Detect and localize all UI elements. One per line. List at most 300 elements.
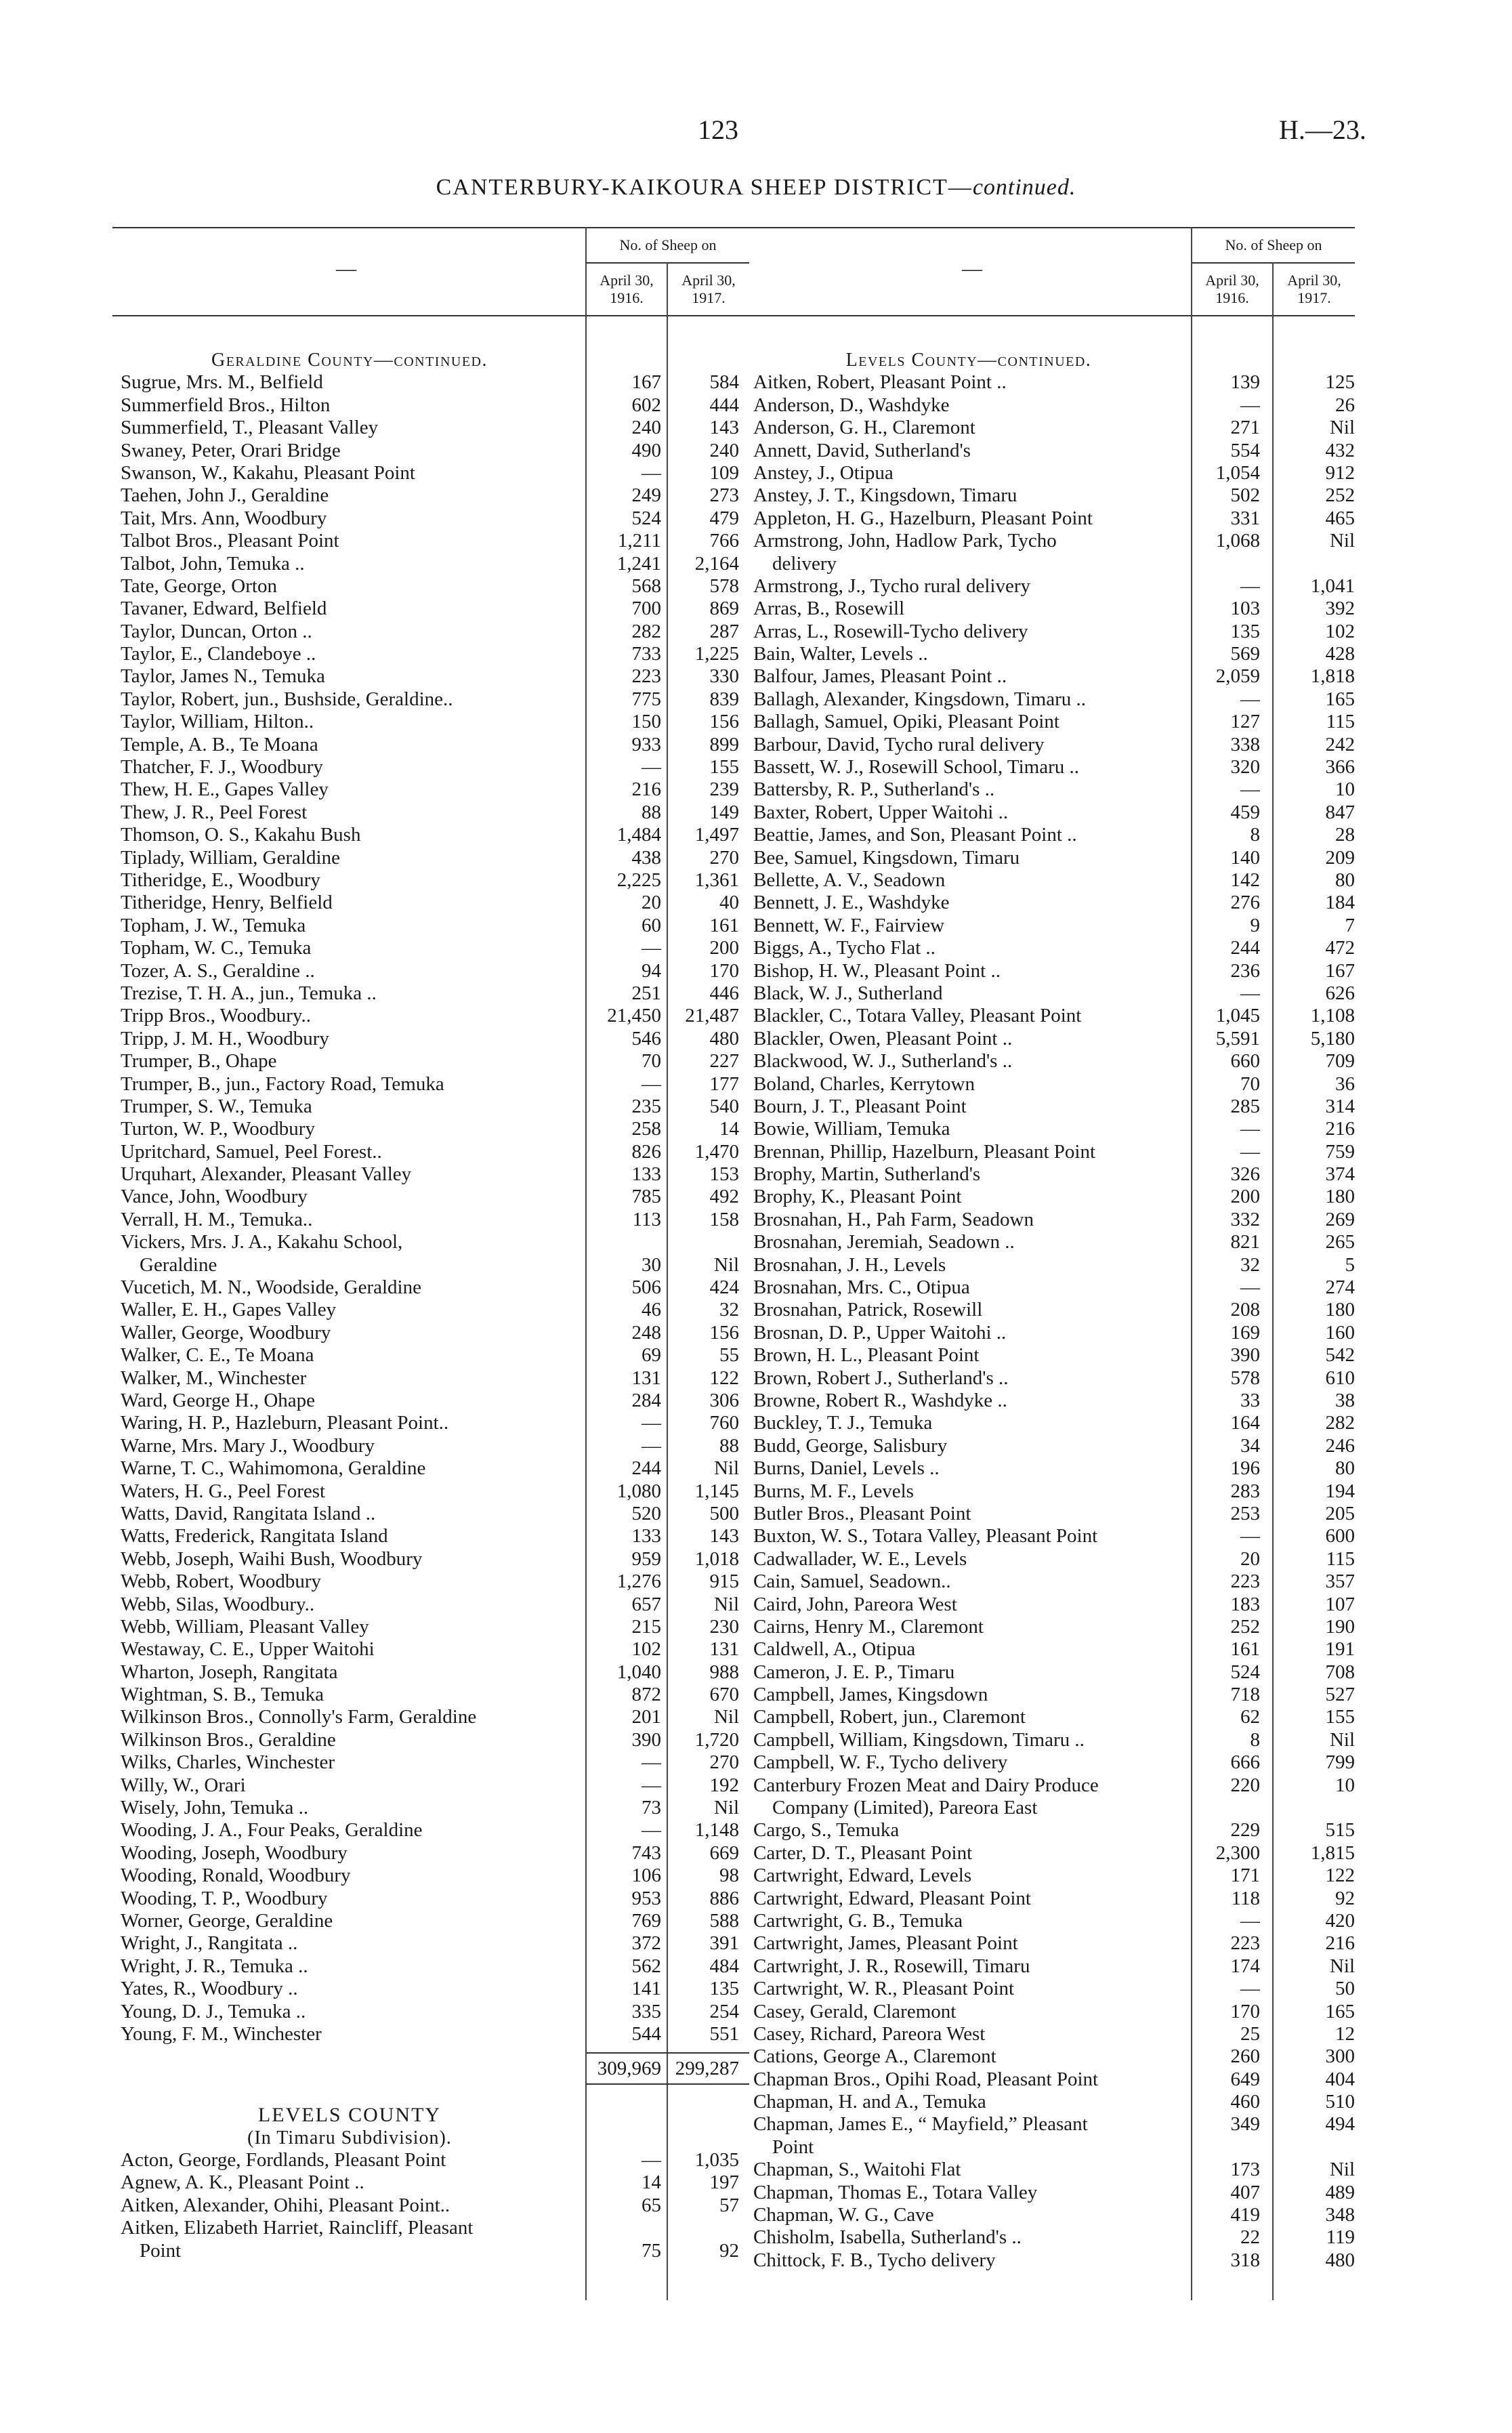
sheep-1917: 709 [1325, 1050, 1355, 1073]
table-row [112, 665, 749, 688]
table-row [745, 869, 1368, 892]
entry-name: Worner, George, Geraldine [121, 1909, 333, 1932]
table-row [112, 1118, 749, 1140]
entry-name: Ward, George H., Ohape [121, 1389, 316, 1411]
entry-name: Bee, Samuel, Kingsdown, Timaru [753, 846, 1020, 869]
table-row [112, 1276, 749, 1299]
sheep-1917: 197 [709, 2171, 739, 2194]
table-row [112, 394, 749, 417]
sheep-1916: 133 [631, 1163, 661, 1186]
sheep-1917: 1,145 [694, 1480, 739, 1502]
sheep-1917: 391 [709, 1932, 739, 1955]
sheep-1916: 872 [631, 1684, 661, 1706]
sheep-1917: 366 [1325, 756, 1355, 778]
table-row [112, 1390, 749, 1412]
entry-name: Black, W. J., Sutherland [753, 982, 943, 1004]
sheep-1917: 109 [709, 461, 739, 484]
sheep-1916: 70 [642, 1050, 661, 1073]
entry-name: Young, D. J., Temuka .. [121, 2000, 306, 2022]
sheep-1916: 657 [631, 1593, 661, 1615]
entry-name: Arras, L., Rosewill-Tycho delivery [753, 620, 1028, 642]
table-row [745, 1865, 1368, 1887]
table-row [745, 847, 1368, 869]
entry-name: Tavaner, Edward, Belfield [121, 598, 327, 620]
entry-name: Cameron, J. E. P., Timaru [753, 1661, 955, 1683]
sheep-1916: 252 [1230, 1615, 1260, 1638]
sheep-1917: 446 [709, 982, 739, 1004]
sheep-1917: 40 [719, 892, 739, 914]
sheep-1916: 562 [631, 1955, 661, 1977]
sheep-1917: 107 [1325, 1593, 1355, 1615]
sheep-1916: 438 [631, 846, 661, 869]
sheep-1916: 733 [631, 643, 661, 665]
entry-name: Titheridge, E., Woodbury [121, 869, 320, 891]
table-row [745, 1096, 1368, 1118]
table-row [745, 688, 1368, 711]
sheep-1916: 244 [631, 1457, 661, 1480]
table-row [745, 802, 1368, 824]
sheep-1917: 273 [709, 484, 739, 507]
sheep-1916: 88 [642, 801, 661, 823]
sheep-1917: 766 [709, 530, 739, 552]
sheep-1916: 544 [631, 2022, 661, 2045]
table-row [112, 371, 749, 394]
entry-name: Brosnan, D. P., Upper Waitohi .. [753, 1321, 1007, 1344]
entry-name: Armstrong, John, Hadlow Park, Tycho delivery [753, 530, 1057, 575]
table-row [112, 1751, 749, 1774]
total-1916: 309,969 [597, 2058, 661, 2080]
table-row [112, 2149, 749, 2171]
header-col-1917: April 30, 1917. [1287, 272, 1341, 306]
entry-name: Webb, Silas, Woodbury.. [121, 1593, 315, 1615]
entry-name: Browne, Robert R., Washdyke .. [753, 1389, 1007, 1411]
table-row [112, 2001, 749, 2023]
table-row [745, 1209, 1368, 1231]
table-row [112, 507, 749, 530]
entry-name: Swaney, Peter, Orari Bridge [121, 439, 341, 461]
sheep-1917: 92 [719, 2239, 739, 2262]
sheep-1916: 785 [631, 1186, 661, 1208]
sheep-1916: 171 [1230, 1865, 1260, 1887]
table-row [112, 484, 749, 507]
sheep-1916: 140 [1230, 846, 1260, 869]
entry-name: Walker, M., Winchester [121, 1367, 307, 1389]
sheep-1916: — [1240, 1276, 1260, 1299]
sheep-1917: 115 [1326, 711, 1355, 733]
entry-name: Blackwood, W. J., Sutherland's .. [753, 1050, 1013, 1073]
table-row [745, 1118, 1368, 1140]
header-dash: — [336, 257, 356, 280]
sheep-1917: 510 [1325, 2091, 1355, 2113]
entry-name: Buxton, W. S., Totara Valley, Pleasant Point [753, 1525, 1098, 1547]
table-row [112, 1797, 749, 1819]
table-row [745, 665, 1368, 688]
sheep-1916: 127 [1230, 711, 1260, 733]
table-row [745, 1774, 1368, 1797]
entry-name: Beattie, James, and Son, Pleasant Point .. [753, 824, 1077, 846]
sheep-1916: 223 [631, 665, 661, 688]
entry-name: Butler Bros., Pleasant Point [753, 1502, 971, 1524]
sheep-1916: — [642, 937, 661, 959]
entry-name: Cairns, Henry M., Claremont [753, 1615, 984, 1638]
entry-name: Burns, M. F., Levels [753, 1480, 914, 1502]
table-row [112, 915, 749, 937]
sheep-1917: 131 [709, 1638, 739, 1661]
sheep-1916: 118 [1231, 1887, 1260, 1909]
sheep-1917: 1,818 [1310, 665, 1355, 688]
table-row [112, 1186, 749, 1208]
sheep-1917: 135 [709, 1978, 739, 2000]
table-row [745, 1186, 1368, 1208]
sheep-1917: 480 [709, 1027, 739, 1049]
table-row [745, 1299, 1368, 1321]
sheep-1916: 700 [631, 598, 661, 620]
sheep-1917: 492 [709, 1186, 739, 1208]
table-row [112, 847, 749, 869]
sheep-1916: 69 [642, 1344, 661, 1367]
sheep-1916: 161 [1230, 1638, 1260, 1661]
sheep-1917: 98 [719, 1865, 739, 1887]
sheep-1916: — [642, 1412, 661, 1434]
sheep-1917: 122 [709, 1367, 739, 1389]
sheep-1917: 300 [1325, 2045, 1355, 2068]
table-row [745, 1254, 1368, 1276]
entry-name: Verrall, H. M., Temuka.. [121, 1208, 313, 1230]
entry-name: Brosnahan, Mrs. C., Otipua [753, 1276, 970, 1299]
entry-name: Anstey, J. T., Kingsdown, Timaru [753, 484, 1017, 507]
table-row [745, 711, 1368, 733]
sheep-1917: 191 [1325, 1638, 1355, 1661]
sheep-1917: 153 [709, 1163, 739, 1186]
sheep-1917: 156 [709, 711, 739, 733]
entry-name: Acton, George, Fordlands, Pleasant Point [121, 2149, 446, 2171]
sheep-1916: 46 [642, 1299, 661, 1321]
entry-name: Campbell, Robert, jun., Claremont [753, 1706, 1026, 1728]
sheep-1916: 372 [631, 1932, 661, 1955]
table-row [112, 530, 749, 552]
sheep-1917: 708 [1325, 1661, 1355, 1683]
sheep-1917: 357 [1325, 1571, 1355, 1593]
table-row [745, 1390, 1368, 1412]
sheep-1917: 484 [709, 1955, 739, 1977]
entry-name: Turton, W. P., Woodbury [121, 1118, 315, 1140]
sheep-1916: 220 [1230, 1774, 1260, 1796]
sheep-1916: 65 [642, 2194, 661, 2216]
table-row [745, 2068, 1368, 2091]
entry-name: Anderson, G. H., Claremont [753, 417, 975, 439]
table-row [745, 598, 1368, 620]
entry-name: Summerfield Bros., Hilton [121, 394, 331, 416]
header-group-label: No. of Sheep on [619, 236, 717, 253]
table-row [112, 1457, 749, 1480]
sheep-1916: 1,080 [616, 1480, 661, 1502]
sheep-1917: 480 [1325, 2249, 1355, 2271]
sheep-1916: 524 [631, 507, 661, 529]
sheep-1917: 988 [709, 1661, 739, 1683]
table-row [745, 1932, 1368, 1955]
sheep-1916: — [1240, 1978, 1260, 2000]
sheep-1916: 490 [631, 439, 661, 461]
sheep-1917: 1,041 [1310, 575, 1355, 597]
sheep-1917: 32 [719, 1299, 739, 1321]
sheep-1917: 180 [1325, 1186, 1355, 1208]
entry-name: Bellette, A. V., Seadown [753, 869, 946, 891]
table-row [112, 1819, 749, 1842]
table-row [745, 417, 1368, 439]
sheep-1916: 2,300 [1215, 1842, 1260, 1864]
sheep-1916: 73 [642, 1797, 661, 1819]
sheep-1917: 57 [719, 2194, 739, 2216]
sheep-1916: 131 [631, 1367, 661, 1389]
sheep-1916: 215 [631, 1615, 661, 1638]
sheep-1916: 959 [631, 1547, 661, 1570]
sheep-1916: 826 [631, 1140, 661, 1163]
table-row [745, 1661, 1368, 1684]
sheep-1916: 32 [1240, 1253, 1260, 1276]
sheep-1917: 190 [1325, 1615, 1355, 1638]
table-row [112, 1073, 749, 1096]
table-row [745, 1819, 1368, 1842]
sheep-1916: 285 [1230, 1095, 1260, 1117]
sheep-1917: 540 [709, 1095, 739, 1117]
entry-name: Blackler, C., Totara Valley, Pleasant Point [753, 1005, 1082, 1027]
entry-name: Thew, H. E., Gapes Valley [121, 778, 329, 801]
table-row [745, 1141, 1368, 1163]
entry-name: Caldwell, A., Otipua [753, 1638, 916, 1661]
sheep-1917: 404 [1325, 2068, 1355, 2090]
table-row [745, 462, 1368, 484]
table-row [745, 1231, 1368, 1253]
sheep-1917: 209 [1325, 846, 1355, 869]
sheep-1916: 1,054 [1215, 461, 1260, 484]
sheep-1916: 8 [1250, 824, 1260, 846]
sheep-1917: 899 [709, 733, 739, 755]
table-row [745, 1503, 1368, 1525]
entry-name: Agnew, A. K., Pleasant Point .. [121, 2171, 364, 2194]
sheep-1916: 135 [1230, 620, 1260, 642]
table-row [112, 1163, 749, 1186]
sheep-1917: 115 [1326, 1547, 1355, 1570]
sheep-1916: 33 [1240, 1389, 1260, 1411]
sheep-1916: 331 [1230, 507, 1260, 529]
table-row [745, 824, 1368, 846]
sheep-1916: — [1240, 688, 1260, 710]
table-row [112, 1910, 749, 1932]
sheep-1917: 869 [709, 598, 739, 620]
sheep-1917: Nil [1329, 1728, 1355, 1751]
table-row [745, 1842, 1368, 1865]
table-row [112, 1616, 749, 1638]
entry-name: Bain, Walter, Levels .. [753, 643, 928, 665]
entry-name: Appleton, H. G., Hazelburn, Pleasant Point [753, 507, 1093, 529]
sheep-1916: 283 [1230, 1480, 1260, 1502]
sheep-1917: 165 [1325, 2000, 1355, 2022]
entry-name: Wooding, T. P., Woodbury [121, 1887, 328, 1909]
table-row [745, 1910, 1368, 1932]
sheep-1917: 5,180 [1310, 1027, 1355, 1049]
sheep-1917: Nil [713, 1593, 739, 1615]
entry-name: Sugrue, Mrs. M., Belfield [121, 371, 323, 394]
sheep-1917: Nil [713, 1706, 739, 1728]
sheep-1916: — [642, 461, 661, 484]
table-row [745, 1955, 1368, 1978]
sheep-1917: 192 [709, 1774, 739, 1796]
sheep-1917: 7 [1345, 914, 1355, 936]
sheep-1917: 287 [709, 620, 739, 642]
entry-name: Thatcher, F. J., Woodbury [121, 756, 323, 778]
entry-name: Chittock, F. B., Tycho delivery [753, 2249, 996, 2271]
sheep-1916: 326 [1230, 1163, 1260, 1186]
sheep-1917: 432 [1325, 439, 1355, 461]
entry-name: Ballagh, Alexander, Kingsdown, Timaru .. [753, 688, 1087, 710]
entry-name: Budd, George, Salisbury [753, 1434, 948, 1457]
table-row [112, 892, 749, 914]
entry-name: Ballagh, Samuel, Opiki, Pleasant Point [753, 711, 1059, 733]
table-row [112, 1571, 749, 1593]
entry-name: Cain, Samuel, Seadown.. [753, 1571, 951, 1593]
entry-name: Bishop, H. W., Pleasant Point .. [753, 959, 1001, 982]
entry-name: Waller, E. H., Gapes Valley [121, 1299, 337, 1321]
sheep-1916: 30 [642, 1253, 661, 1276]
entry-name: Taylor, Robert, jun., Bushside, Geraldine.. [121, 688, 453, 710]
sheep-1916: 284 [631, 1389, 661, 1411]
table-row [112, 1050, 749, 1073]
table-row [112, 1344, 749, 1367]
sheep-1916: 953 [631, 1887, 661, 1909]
table-row [745, 734, 1368, 756]
sheep-1917: 143 [709, 417, 739, 439]
table-row [745, 1322, 1368, 1344]
sheep-1916: 1,040 [616, 1661, 661, 1683]
table-row [745, 1276, 1368, 1299]
sheep-1917: 626 [1325, 982, 1355, 1004]
sheep-1917: 265 [1325, 1231, 1355, 1253]
sheep-1916: 8 [1250, 1728, 1260, 1751]
entry-name: Brophy, Martin, Sutherland's [753, 1163, 981, 1186]
sheep-1917: 527 [1325, 1684, 1355, 1706]
entry-name: Annett, David, Sutherland's [753, 439, 971, 461]
table-row [745, 1005, 1368, 1027]
entry-name: Trezise, T. H. A., jun., Temuka .. [121, 982, 377, 1004]
sheep-1916: 62 [1240, 1706, 1260, 1728]
table-row [112, 982, 749, 1005]
table-row [112, 621, 749, 643]
table-row [745, 1163, 1368, 1186]
sheep-1916: 276 [1230, 892, 1260, 914]
sheep-1916: 103 [1230, 598, 1260, 620]
sheep-1916: — [1240, 778, 1260, 801]
total-1917: 299,287 [675, 2058, 739, 2080]
sheep-1917: 760 [709, 1412, 739, 1434]
sheep-1917: 274 [1325, 1276, 1355, 1299]
entry-name: Tripp, J. M. H., Woodbury [121, 1027, 329, 1049]
sheep-1916: 248 [631, 1321, 661, 1344]
entry-name: Caird, John, Pareora West [753, 1593, 957, 1615]
entry-name: Bennett, J. E., Washdyke [753, 892, 950, 914]
entry-name: Aitken, Alexander, Ohihi, Pleasant Point.. [121, 2194, 450, 2216]
table-row [745, 2159, 1368, 2181]
table-row [112, 688, 749, 711]
table-row [112, 598, 749, 620]
sheep-1917: 2,164 [694, 552, 739, 575]
table-row [745, 915, 1368, 937]
sheep-1917: 28 [1335, 824, 1355, 846]
table-row [112, 802, 749, 824]
entry-name: Brophy, K., Pleasant Point [753, 1186, 962, 1208]
entry-name: Brosnahan, H., Pah Farm, Seadown [753, 1208, 1034, 1230]
entry-name: Company (Limited), Pareora East [772, 1797, 1038, 1819]
sheep-1916: — [1240, 1140, 1260, 1163]
sheep-1916: 21,450 [607, 1005, 661, 1027]
sheep-1916: 5,591 [1215, 1027, 1260, 1049]
sheep-1916: 338 [1230, 733, 1260, 755]
table-row [745, 1525, 1368, 1547]
sheep-1916: 271 [1230, 417, 1260, 439]
entry-name: Aitken, Elizabeth Harriet, Raincliff, Pleasant Point [121, 2217, 474, 2262]
entry-name: Walker, C. E., Te Moana [121, 1344, 314, 1367]
entry-name: Cartwright, Edward, Levels [753, 1865, 972, 1887]
table-row [745, 960, 1368, 982]
table-row [112, 2023, 749, 2045]
sheep-1916: — [1240, 1118, 1260, 1140]
table-row [745, 1457, 1368, 1480]
entry-name: Temple, A. B., Te Moana [121, 733, 318, 755]
page-number: 123 [698, 115, 738, 145]
sheep-1917: 670 [709, 1684, 739, 1706]
table-row [745, 1888, 1368, 1910]
table-row [112, 1209, 749, 1231]
sheep-1917: 1,035 [694, 2149, 739, 2171]
table-row [745, 937, 1368, 959]
table-row [112, 1978, 749, 2000]
sheep-1916: 244 [1230, 937, 1260, 959]
document-code: H.—23. [1279, 115, 1366, 145]
entry-name: Vance, John, Woodbury [121, 1186, 308, 1208]
sheep-1917: 102 [1325, 620, 1355, 642]
entry-name: Brosnahan, Jeremiah, Seadown .. [753, 1231, 1015, 1253]
entry-name: Tait, Mrs. Ann, Woodbury [121, 507, 327, 529]
sheep-1916: 223 [1230, 1571, 1260, 1593]
sheep-1917: 1,361 [694, 869, 739, 891]
sheep-1916: 141 [631, 1978, 661, 2000]
sheep-1916: 253 [1230, 1502, 1260, 1524]
table-row [745, 1028, 1368, 1050]
sheep-1917: 610 [1325, 1367, 1355, 1389]
entry-name: Wilks, Charles, Winchester [121, 1751, 335, 1774]
sheep-1917: 886 [709, 1887, 739, 1909]
sheep-1917: 205 [1325, 1502, 1355, 1524]
sheep-1916: — [642, 1434, 661, 1457]
sheep-1917: 88 [719, 1434, 739, 1457]
sheep-1917: 149 [709, 801, 739, 823]
table-row [745, 1367, 1368, 1390]
sheep-1916: 520 [631, 1502, 661, 1524]
table-row [745, 756, 1368, 778]
sheep-1916: — [642, 1751, 661, 1774]
sheep-1917: 50 [1335, 1978, 1355, 2000]
table-row [745, 1797, 1368, 1819]
entry-name: Buckley, T. J., Temuka [753, 1412, 933, 1434]
entry-name: Webb, Robert, Woodbury [121, 1571, 322, 1593]
sheep-1916: 1,068 [1215, 530, 1260, 552]
sheep-1917: 254 [709, 2000, 739, 2022]
sheep-1917: Nil [1329, 2159, 1355, 2181]
entry-name: Boland, Charles, Kerrytown [753, 1073, 975, 1095]
entry-name: Bourn, J. T., Pleasant Point [753, 1095, 967, 1117]
entry-name: Chisholm, Isabella, Sutherland's .. [753, 2226, 1022, 2249]
table-row [112, 1480, 749, 1503]
table-row [745, 1978, 1368, 2000]
